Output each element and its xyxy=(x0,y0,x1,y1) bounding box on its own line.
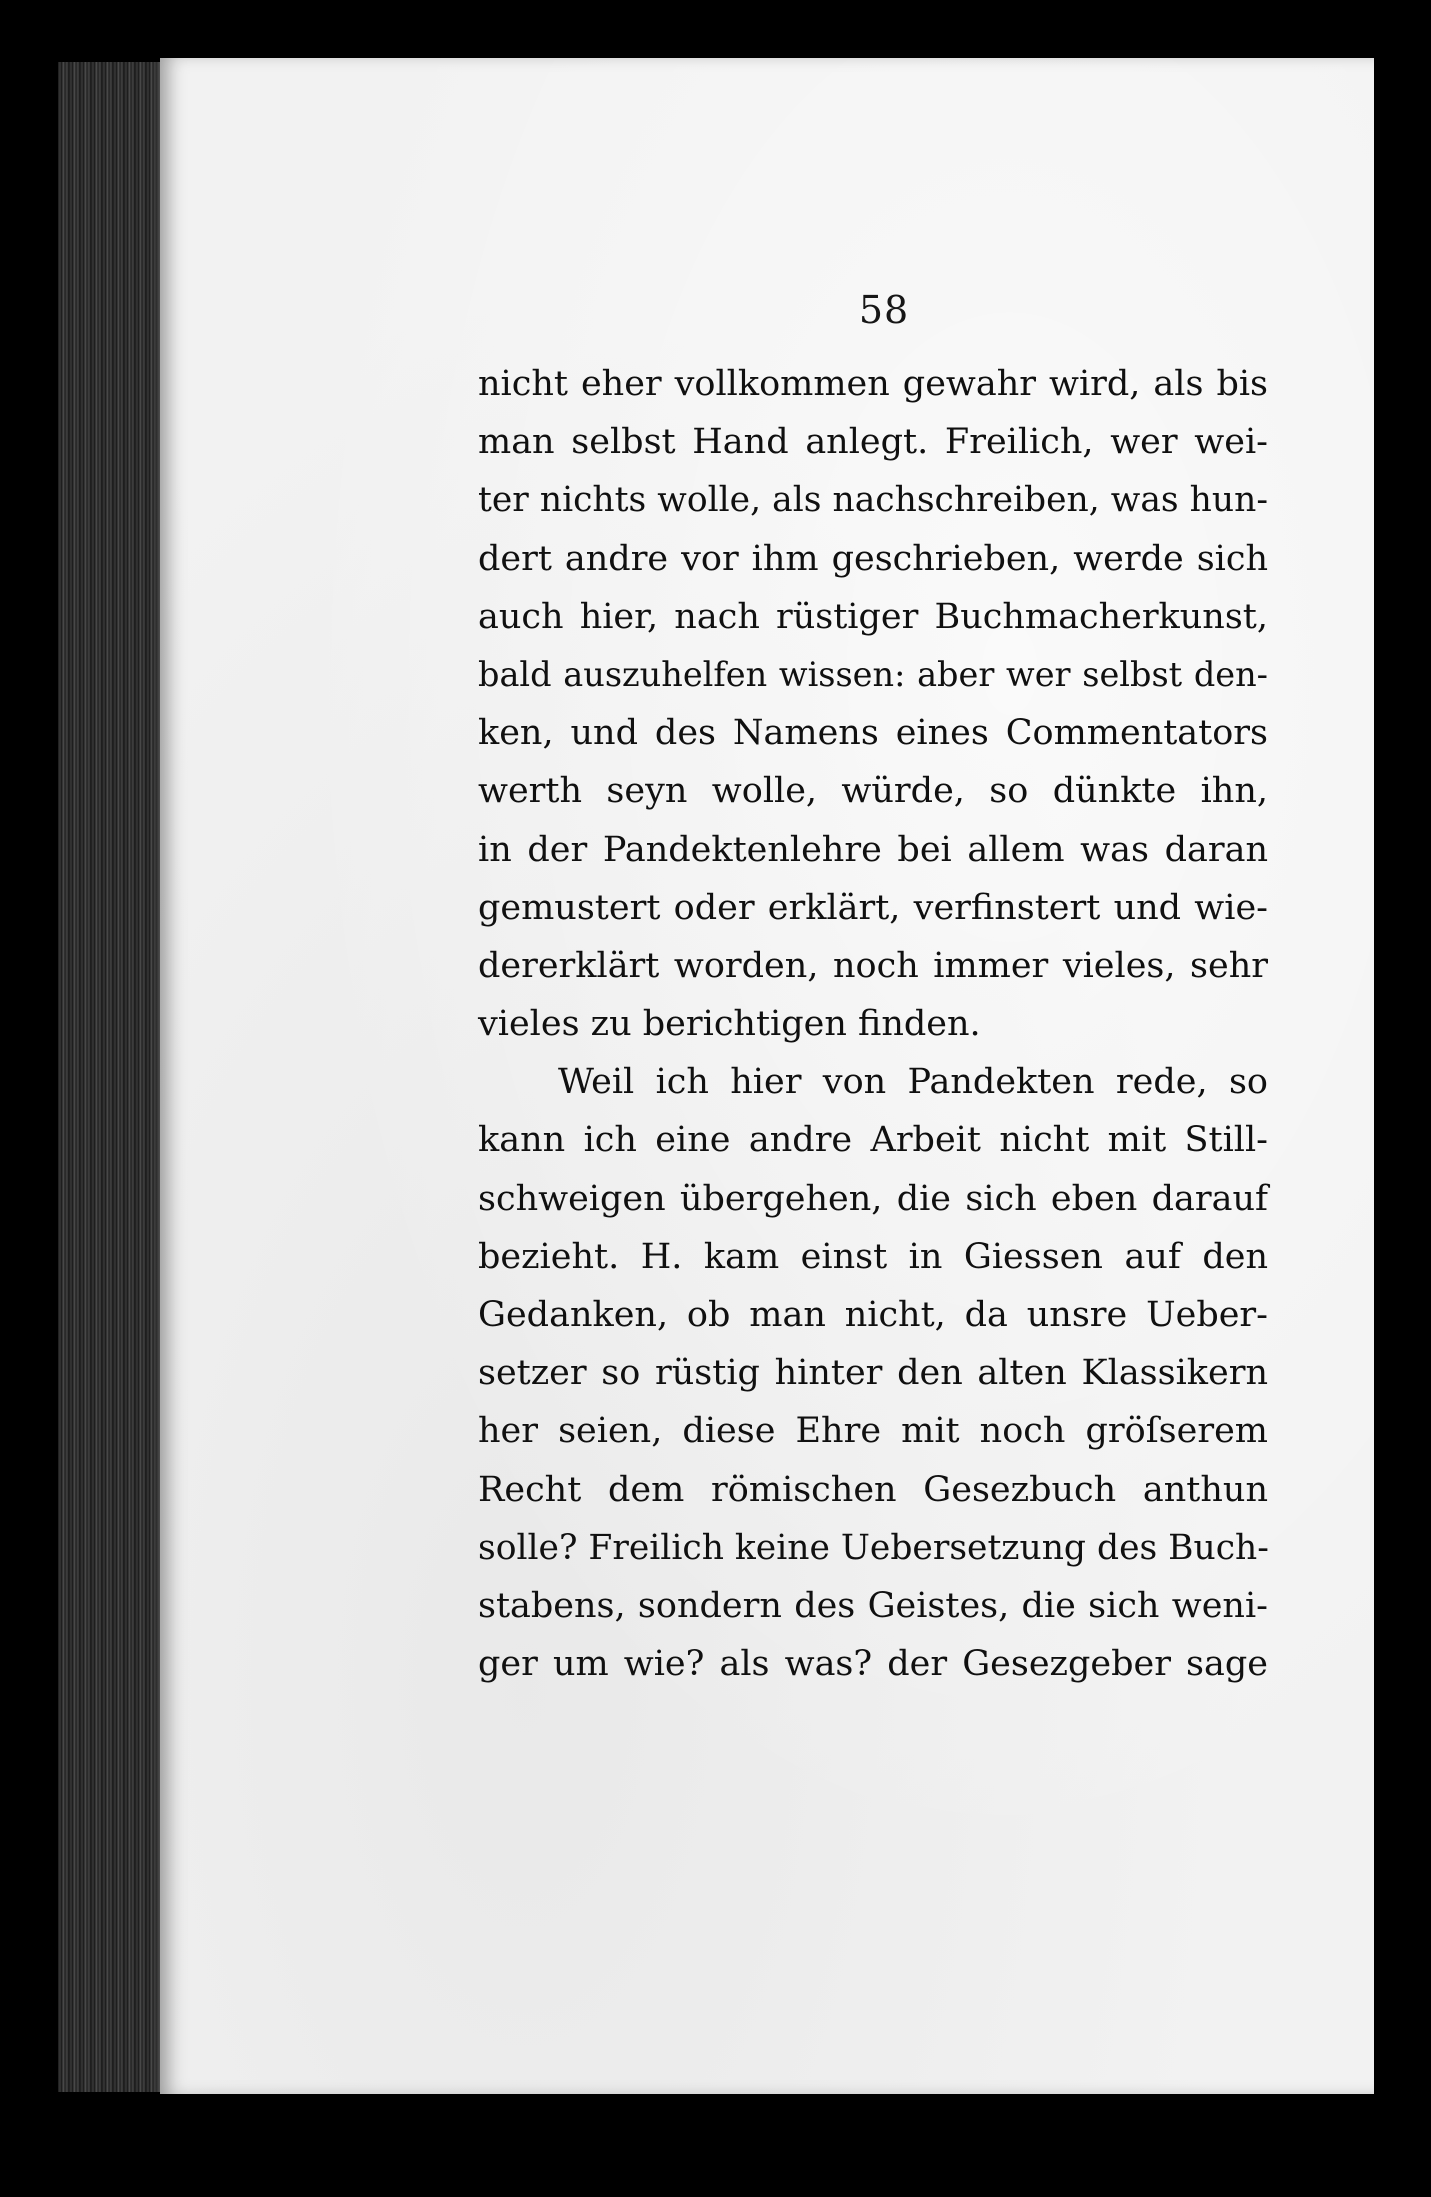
text-line: nicht eher vollkommen gewahr wird, als bis xyxy=(478,364,1268,404)
text-line: in der Pandektenlehre bei allem was daran xyxy=(478,829,1268,870)
text-line: werth seyn wolle, würde, so dünkte ihn, xyxy=(478,771,1268,812)
text-line: ken, und des Namens eines Commentators xyxy=(478,713,1268,754)
text-line: solle? Freilich keine Uebersetzung des Buch- xyxy=(478,1527,1269,1568)
text-line: Gedanken, ob man nicht, da unsre Ueber- xyxy=(478,1295,1268,1335)
page-number: 58 xyxy=(858,288,910,332)
text-line: Weil ich hier von Pandekten rede, so xyxy=(558,1062,1268,1103)
text-line: auch hier, nach rüstiger Buchmacherkunst, xyxy=(478,596,1268,637)
text-line: her seien, diese Ehre mit noch gröſserem xyxy=(478,1411,1268,1452)
text-line: gemustert oder erklärt, verfinstert und wie- xyxy=(478,887,1268,928)
text-line: Recht dem römischen Gesezbuch anthun xyxy=(478,1469,1268,1510)
text-line: dererklärt worden, noch immer vieles, sehr xyxy=(478,945,1268,986)
body-text xyxy=(478,355,1268,1693)
text-line: stabens, sondern des Geistes, die sich weni- xyxy=(478,1585,1268,1626)
text-line: setzer so rüstig hinter den alten Klassikern xyxy=(478,1353,1268,1394)
text-line: man selbst Hand anlegt. Freilich, wer wei- xyxy=(478,422,1268,463)
text-line: schweigen übergehen, die sich eben darauf xyxy=(478,1178,1268,1219)
text-line: bezieht. H. kam einst in Giessen auf den xyxy=(478,1236,1268,1277)
text-line: ger um wie? als was? der Gesezgeber sage xyxy=(478,1644,1268,1685)
text-line: kann ich eine andre Arbeit nicht mit Still- xyxy=(478,1120,1268,1161)
text-line: dert andre vor ihm geschrieben, werde sich xyxy=(478,538,1268,579)
text-line: vieles zu berichtigen finden. xyxy=(478,1004,981,1045)
book-page-edges xyxy=(58,62,168,2092)
text-line: ter nichts wolle, als nachschreiben, was hun- xyxy=(478,480,1268,521)
text-line: bald auszuhelfen wissen: aber wer selbst den- xyxy=(478,654,1268,694)
